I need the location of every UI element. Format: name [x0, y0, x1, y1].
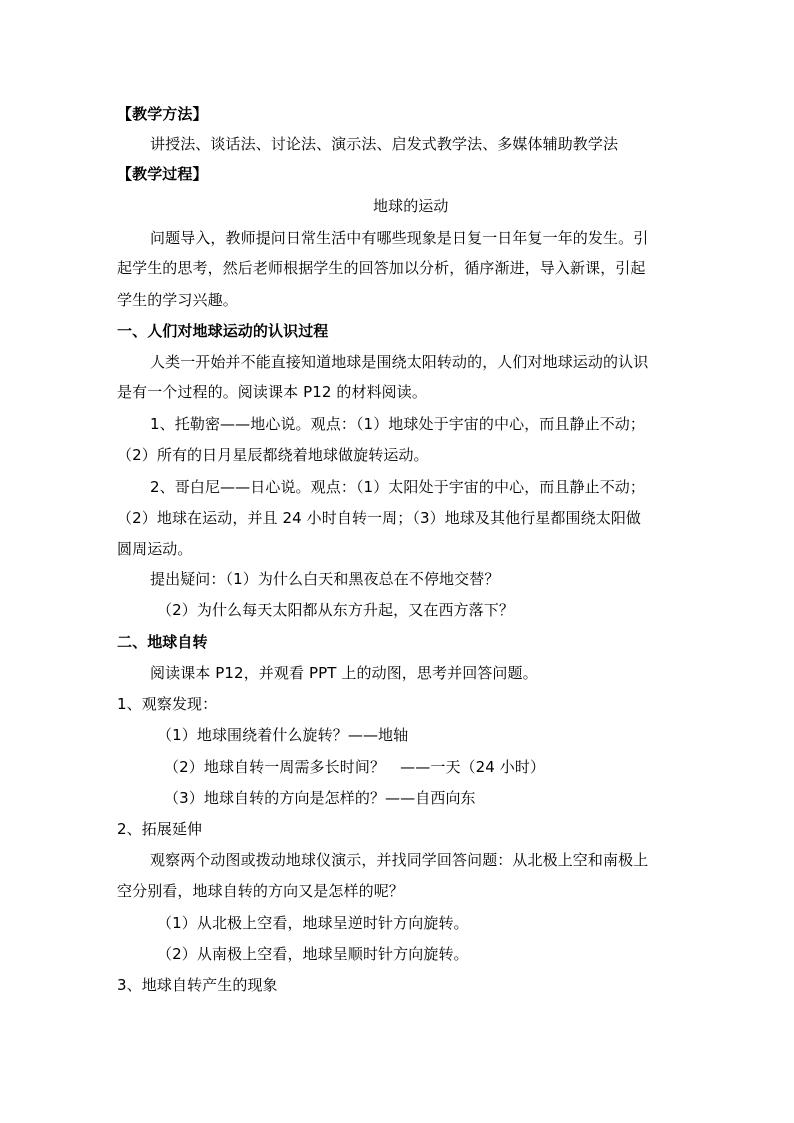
ptolemy-line-2: （2）所有的日月星辰都绕着地球做旋转运动。 — [117, 446, 429, 464]
section2-heading: 二、地球自转 — [117, 633, 208, 651]
question-1: 提出疑问：（1）为什么白天和黑夜总在不停地交替？ — [150, 570, 500, 588]
section1-heading: 一、人们对地球运动的认识过程 — [117, 322, 329, 340]
observe-item-3: （3）地球自转的方向是怎样的？——自西向东 — [164, 789, 476, 807]
observe-item-1: （1）地球围绕着什么旋转？——地轴 — [157, 726, 409, 744]
intro-line-2: 起学生的思考，然后老师根据学生的回答加以分析，循序渐进，导入新课，引起 — [117, 259, 646, 277]
section1-line-1: 人类一开始并不能直接知道地球是围绕太阳转动的，人们对地球运动的认识 — [150, 353, 649, 371]
question-2: （2）为什么每天太阳都从东方升起，又在西方落下？ — [157, 601, 514, 619]
copernicus-line-3: 圆周运动。 — [117, 540, 193, 558]
observe-item-2: （2）地球自转一周需多长时间？ ——一天（24 小时） — [164, 758, 546, 776]
ptolemy-line-1: 1、托勒密——地心说。观点：（1）地球处于宇宙的中心，而且静止不动； — [150, 415, 645, 433]
copernicus-line-2: （2）地球在运动，并且 24 小时自转一周；（3）地球及其他行星都围绕太阳做 — [117, 509, 642, 527]
teaching-process-heading: 【教学过程】 — [117, 165, 208, 183]
extend-item-1: （1）从北极上空看，地球呈逆时针方向旋转。 — [157, 914, 469, 932]
phenomena-heading: 3、地球自转产生的现象 — [117, 976, 278, 994]
teaching-method-heading: 【教学方法】 — [117, 105, 208, 123]
intro-line-1: 问题导入，教师提问日常生活中有哪些现象是日复一日年复一年的发生。引 — [150, 229, 649, 247]
section2-text: 阅读课本 P12，并观看 PPT 上的动图，思考并回答问题。 — [150, 664, 538, 682]
extend-heading: 2、拓展延伸 — [117, 820, 203, 838]
lesson-title: 地球的运动 — [373, 197, 449, 215]
copernicus-line-1: 2、哥白尼——日心说。观点：（1）太阳处于宇宙的中心，而且静止不动； — [150, 478, 645, 496]
section1-line-2: 是有一个过程的。阅读课本 P12 的材料阅读。 — [117, 383, 427, 401]
extend-line-2: 空分别看，地球自转的方向又是怎样的呢？ — [117, 882, 404, 900]
extend-item-2: （2）从南极上空看，地球呈顺时针方向旋转。 — [157, 945, 469, 963]
teaching-method-text: 讲授法、谈话法、讨论法、演示法、启发式教学法、多媒体辅助教学法 — [150, 135, 619, 153]
observe-heading: 1、观察发现： — [117, 695, 218, 713]
intro-line-3: 学生的学习兴趣。 — [117, 291, 238, 309]
extend-line-1: 观察两个动图或拨动地球仪演示，并找同学回答问题：从北极上空和南极上 — [150, 851, 649, 869]
